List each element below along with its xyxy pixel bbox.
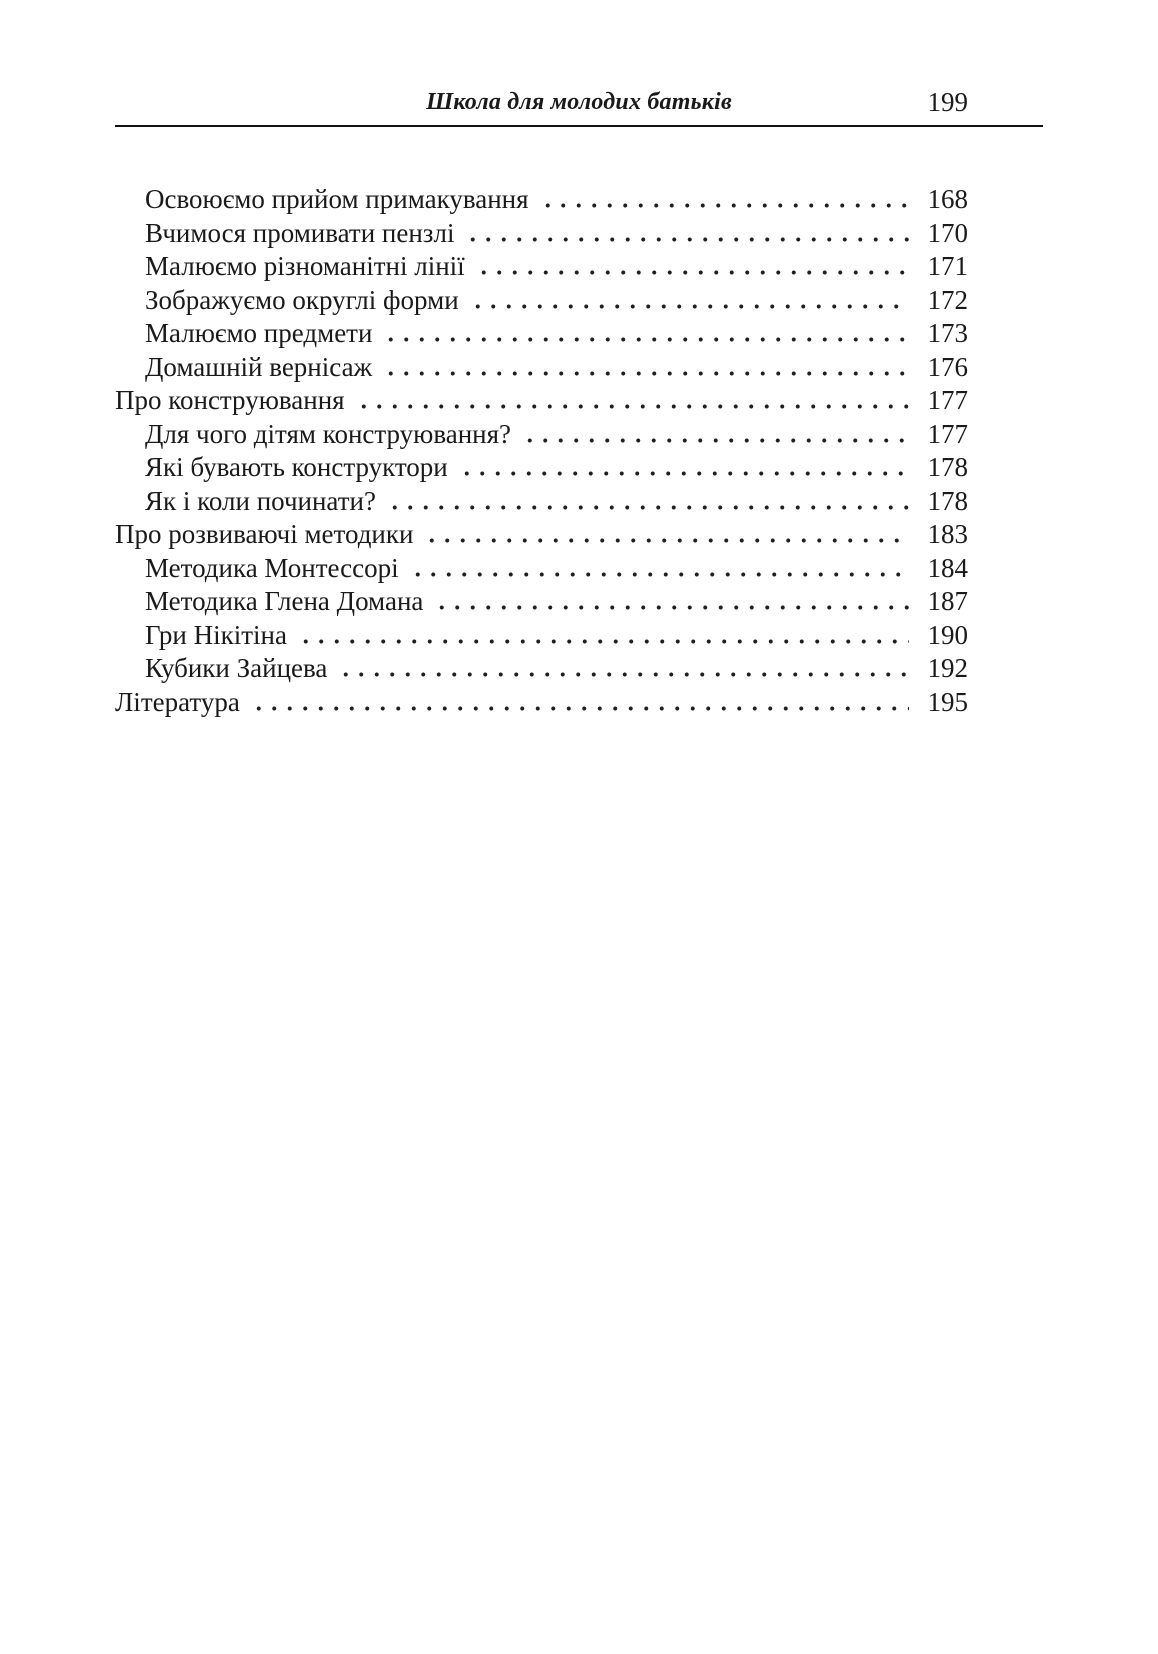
- toc-entry-title: Вчимося промивати пензлі: [145, 217, 455, 248]
- page-number: 199: [927, 87, 968, 117]
- dot-leader: [410, 572, 909, 577]
- dot-leader: [459, 471, 909, 476]
- toc-entry-page-number: 190: [927, 619, 968, 650]
- dot-leader: [298, 639, 909, 644]
- toc-entry-title: Гри Нікітіна: [145, 619, 287, 650]
- toc-entry: [115, 552, 968, 586]
- toc-entry: [115, 485, 968, 519]
- dot-leader: [424, 538, 909, 543]
- dot-leader: [356, 404, 909, 409]
- dot-leader: [522, 438, 909, 443]
- toc-entry-page-number: 172: [927, 284, 968, 315]
- toc-entry-page-number: 173: [927, 318, 968, 348]
- toc-entry-page-number: 171: [927, 251, 968, 281]
- toc-entry-page-number: 183: [927, 519, 968, 549]
- dot-leader: [387, 505, 909, 510]
- toc-entry-title: Освоюємо прийом примакування: [145, 184, 529, 214]
- toc-entry: [115, 418, 968, 452]
- toc-entry-page-number: 177: [927, 418, 968, 449]
- toc-entry-page-number: 195: [927, 686, 968, 717]
- toc-entry: [115, 284, 968, 318]
- toc-entry-title: Які бувають конструктори: [145, 452, 448, 482]
- toc-entry-page-number: 176: [927, 351, 968, 382]
- toc-entry-title: Домашній вернісаж: [145, 351, 373, 382]
- toc-entry-page-number: 168: [927, 184, 968, 214]
- toc-entry-page-number: 187: [927, 586, 968, 616]
- toc-entry-page-number: 178: [927, 452, 968, 482]
- dot-leader: [338, 672, 909, 677]
- toc-entry: [115, 384, 968, 418]
- toc-entry-page-number: 170: [927, 217, 968, 248]
- dot-leader: [470, 304, 909, 309]
- toc-entry-title: Методика Глена Домана: [145, 586, 424, 616]
- toc-entry-title: Зображуємо округлі форми: [145, 284, 459, 315]
- dot-leader: [540, 203, 909, 208]
- toc-entry: [115, 451, 968, 485]
- toc-entry: [115, 217, 968, 251]
- toc-entry-page-number: 177: [927, 385, 968, 415]
- toc-entry: [115, 183, 968, 217]
- dot-leader: [476, 270, 909, 275]
- toc-entry-title: Для чого дітям конструювання?: [145, 418, 512, 449]
- toc-entry-title: Література: [115, 686, 240, 717]
- toc-entry-title: Як і коли починати?: [145, 485, 376, 516]
- dot-leader: [383, 337, 909, 342]
- toc-entry: [115, 250, 968, 284]
- running-head-title: Школа для молодих батьків: [426, 89, 732, 115]
- toc-entry: [115, 317, 968, 351]
- dot-leader: [251, 706, 909, 711]
- toc-entry-title: Методика Монтессорі: [145, 552, 399, 583]
- toc-entry-title: Малюємо різноманітні лінії: [145, 251, 465, 281]
- toc-entry-title: Про конструювання: [115, 385, 345, 415]
- toc-list: [115, 183, 1043, 719]
- dot-leader: [383, 371, 909, 376]
- running-head: [115, 0, 1043, 127]
- toc-entry: [115, 619, 968, 653]
- toc-entry-page-number: 192: [927, 653, 968, 683]
- toc-entry-title: Малюємо предмети: [145, 318, 373, 348]
- toc-entry: [115, 652, 968, 686]
- dot-leader: [465, 237, 909, 242]
- toc-entry-page-number: 178: [927, 485, 968, 516]
- toc-entry: [115, 518, 968, 552]
- toc-entry-title: Кубики Зайцева: [145, 653, 328, 683]
- toc-entry: [115, 686, 968, 720]
- toc-entry: [115, 351, 968, 385]
- toc-entry: [115, 585, 968, 619]
- toc-entry-title: Про розвиваючі методики: [115, 519, 414, 549]
- text-block: [115, 0, 1043, 719]
- dot-leader: [434, 605, 909, 610]
- toc-entry-page-number: 184: [927, 552, 968, 583]
